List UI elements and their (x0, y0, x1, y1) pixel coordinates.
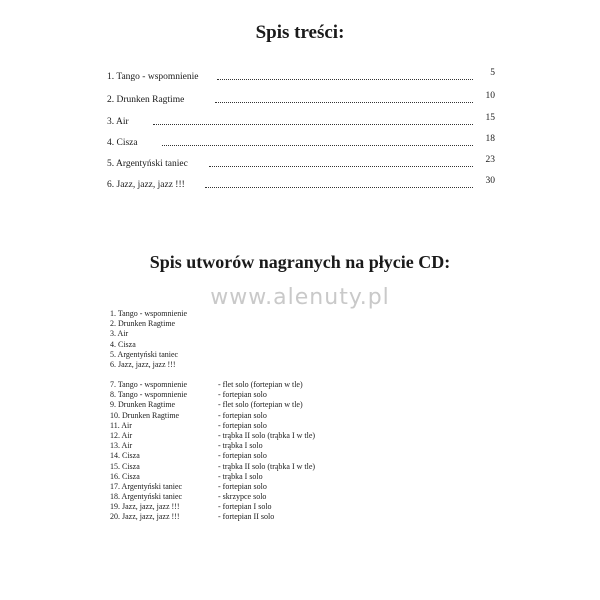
toc-title: Spis treści: (255, 22, 345, 43)
cd-track: 3. Air (110, 329, 129, 339)
cd-track-title: 11. Air (110, 420, 132, 430)
cd-track-list-main (110, 309, 187, 370)
toc-dot-leader (205, 187, 473, 188)
toc-dot-leader (217, 79, 473, 80)
cd-track: 1. Tango - wspomnienie (110, 309, 188, 318)
toc-entry-label: 6. Jazz, jazz, jazz !!! (107, 180, 185, 190)
cd-track: 6. Jazz, jazz, jazz !!! (110, 359, 176, 369)
cd-track-title: 17. Argentyński taniec (110, 481, 183, 491)
toc-entry-label: 4. Cisza (107, 138, 138, 148)
toc-entry (107, 155, 495, 169)
cd-track-instrumentation: - fortepian solo (218, 481, 267, 491)
cd-track-title: 14. Cisza (110, 451, 140, 461)
cd-track-title: 19. Jazz, jazz, jazz !!! (110, 502, 180, 512)
cd-track-title: 20. Jazz, jazz, jazz !!! (110, 512, 180, 522)
toc-entry-label: 5. Argentyński taniec (107, 159, 188, 169)
toc-dot-leader (209, 166, 473, 167)
cd-track-title: 16. Cisza (110, 471, 140, 481)
cd-track-instrumentation: - fortepian I solo (218, 502, 272, 512)
toc-entry-page: 23 (485, 155, 495, 165)
cd-track-instrumentation: - trąbka II solo (trąbka I w tle) (218, 461, 316, 471)
cd-list-title: Spis utworów nagranych na płycie CD: (149, 252, 451, 272)
toc-entry (107, 134, 495, 148)
cd-track-instrumentation: - trąbka II solo (trąbka I w tle) (218, 430, 316, 440)
toc-entry-page: 18 (485, 134, 495, 144)
toc-entry-page: 15 (485, 113, 495, 123)
cd-track-title: 12. Air (110, 430, 133, 440)
cd-track-title: 7. Tango - wspomnienie (110, 380, 188, 389)
toc-entry-page: 30 (485, 176, 495, 186)
cd-track-instrumentation: - fortepian solo (218, 390, 267, 400)
toc-entry-page: 5 (490, 68, 495, 78)
cd-track-instrumentation: - fortepian solo (218, 410, 267, 420)
toc-entry-label: 2. Drunken Ragtime (107, 95, 185, 105)
cd-track-title: 13. Air (110, 441, 133, 451)
cd-track: 4. Cisza (110, 339, 136, 349)
cd-track: 5. Argentyński taniec (110, 349, 179, 359)
toc-entry (107, 68, 495, 82)
toc-entry (107, 113, 495, 127)
toc-entry-label: 3. Air (107, 117, 129, 127)
cd-track-instrumentation: - fortepian solo (218, 451, 267, 461)
cd-track-instrumentation: - trąbka I solo (218, 471, 263, 481)
cd-track-instrumentation: - flet solo (fortepian w tle) (218, 380, 303, 389)
cd-track-title: 10. Drunken Ragtime (110, 410, 180, 420)
toc-entry-page: 10 (485, 91, 495, 101)
toc-dot-leader (215, 102, 473, 103)
cd-track-title: 9. Drunken Ragtime (110, 400, 176, 410)
toc-entry (107, 91, 495, 105)
cd-track-title: 8. Tango - wspomnienie (110, 390, 188, 400)
cd-track: 2. Drunken Ragtime (110, 319, 176, 329)
cd-track-instrumentation: - fortepian II solo (218, 512, 275, 522)
cd-track-title: 18. Argentyński taniec (110, 492, 183, 502)
toc-dot-leader (153, 124, 473, 125)
toc-dot-leader (162, 145, 473, 146)
cd-track-title: 15. Cisza (110, 461, 140, 471)
watermark: www.alenuty.pl (210, 285, 390, 310)
cd-track-instrumentation: - fortepian solo (218, 420, 267, 430)
cd-track-instrumentation: - flet solo (fortepian w tle) (218, 400, 303, 410)
toc-entry-label: 1. Tango - wspomnienie (107, 72, 199, 82)
cd-track-instrumentation: - trąbka I solo (218, 441, 263, 451)
toc-entry (107, 176, 495, 190)
cd-track-instrumentation: - skrzypce solo (218, 492, 267, 502)
